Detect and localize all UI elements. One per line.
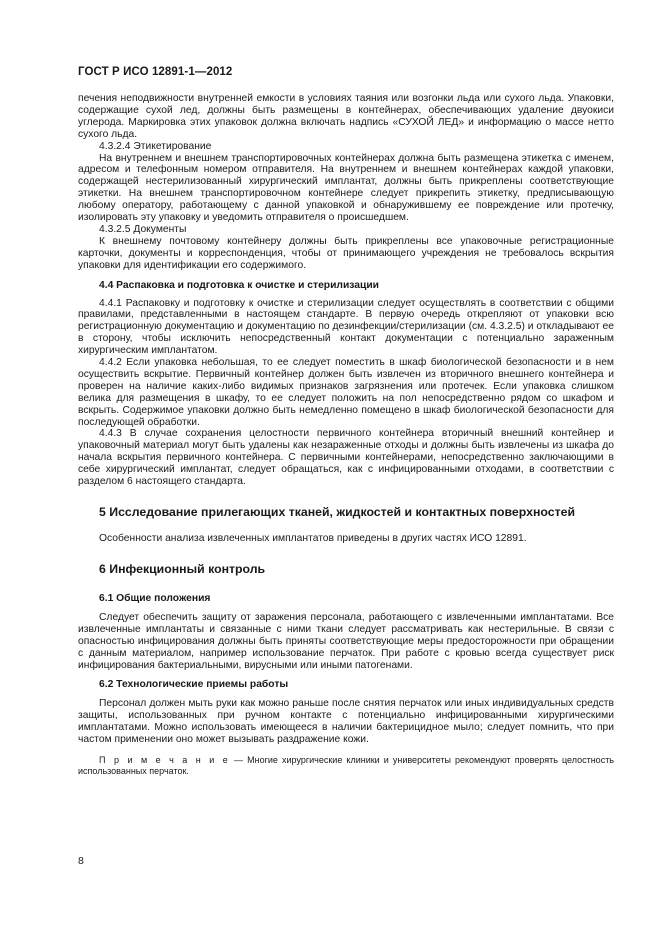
note-label: П р и м е ч а н и е — [99, 755, 230, 766]
paragraph-4-4-1: 4.4.1 Распаковку и подготовку к очистке и стерилизации следует осуществлять в соответствии с общими правилами, представленными в настоящем стандарте. В первую очередь открепляют от упаковки всю регистрационную документацию и документацию по дезинфекции/стерилизации (см. 4.3.2.5) и откладывают ее в сторону, чтобы исключить непосредственный контакт документации с потенциально зараженным хирургическим имплантатом. — [78, 297, 614, 357]
subsection-heading-4-3-2-4: 4.3.2.4 Этикетирование — [99, 140, 212, 152]
paragraph-4-4-3: 4.4.3 В случае сохранения целостности первичного контейнера вторичный внешний контейнер и упаковочный материал могут быть удалены как незараженные отходы и должны быть извлечены из шкафа до начала вскрытия первичного контейнера. С первичными контейнерами, непосредственно заключающими в себе хирургический имплантат, следует обращаться, как с инфицированными отходами, в соответствии с разделом 6 настоящего стандарта. — [78, 428, 614, 488]
section-heading-6-2: 6.2 Технологические приемы работы — [99, 679, 289, 691]
paragraph-labeling: На внутреннем и внешнем транспортировочных контейнерах должна быть размещена этикетка с именем, адресом и телефонным номером отправителя. На внутреннем и внешнем контейнерах каждой упаковки, содержащей нестерилизованный хирургический имплантат, должны быть прикреплены соответствующие этикетки. На внешнем транспортировочном контейнере следует прикрепить этикетку, предписывающую любому оператору, работающему с данной упаковкой и обнаружившему ее повреждение или протечку, изолировать эту упаковку и уведомить отправителя о происшедшем. — [78, 152, 614, 224]
page-number: 8 — [78, 855, 84, 867]
document-body — [78, 93, 614, 777]
note-text: — Многие хирургические клиники и университеты рекомендуют проверять целостность использованных перчаток. — [78, 755, 615, 777]
paragraph-documents: К внешнему почтовому контейнеру должны быть прикреплены все упаковочные регистрационные карточки, документы и корреспонденция, чтобы от принимающего учреждения не требовалось вскрытия упаковки для идентификации его содержимого. — [78, 235, 614, 271]
section-heading-6: 6 Инфекционный контроль — [99, 561, 266, 576]
paragraph-dry-ice: печения неподвижности внутренней емкости в условиях таяния или возгонки льда или сухого льда. Упаковки, содержащие сухой лед, должны быть размещены в контейнерах, обеспечивающих удаление двуокиси углерода. Маркировка этих упаковок должна включать надпись «СУХОЙ ЛЕД» и информацию о массе нетто сухого льда. — [78, 93, 614, 140]
paragraph-4-4-2: 4.4.2 Если упаковка небольшая, то ее следует поместить в шкаф биологической безопасности и в нем осуществить вскрытие. Первичный контейнер должен быть извлечен из вторичного внешнего контейнера и проверен на наличие каких-либо видимых признаков загрязнения или протечек. Если упаковка слишком велика для размещения в шкафу, то ее следует положить на пол непосредственно рядом со шкафом и вскрыть. Содержимое упаковки должно быть немедленно помещено в шкаф биологической безопасности для последующей обработки. — [78, 357, 614, 428]
paragraph-6-2: Персонал должен мыть руки как можно раньше после снятия перчаток или иных индивидуальных средств защиты, использованных при ручном контакте с потенциально инфицированными хирургическими имплантатами. Можно использовать имеющееся в наличии бактерицидное мыло; следует помнить, что при частом применении оно может вызывать раздражение кожи. — [78, 698, 614, 746]
subsection-heading-4-3-2-5: 4.3.2.5 Документы — [99, 223, 187, 235]
section-heading-5: 5 Исследование прилегающих тканей, жидкостей и контактных поверхностей — [99, 505, 575, 519]
paragraph-6-1: Следует обеспечить защиту от заражения персонала, работающего с извлеченными имплантатами. Все извлеченные имплантаты и связанные с ними ткани следует рассматривать как нестерильные. В связи с опасностью инфицирования должны быть приняты соответствующие меры предосторожности при обращении с данным материалом, например использование перчаток. При работе с кровью всегда существует риск инфицирования бактериальными, вирусными или иными патогенами. — [78, 611, 614, 671]
note — [78, 755, 614, 777]
paragraph-section-5: Особенности анализа извлеченных имплантатов приведены в других частях ИСО 12891. — [99, 533, 527, 544]
section-heading-6-1: 6.1 Общие положения — [99, 592, 211, 604]
document-header: ГОСТ Р ИСО 12891-1—2012 — [78, 66, 233, 78]
section-heading-4-4: 4.4 Распаковка и подготовка к очистке и стерилизации — [99, 279, 379, 291]
